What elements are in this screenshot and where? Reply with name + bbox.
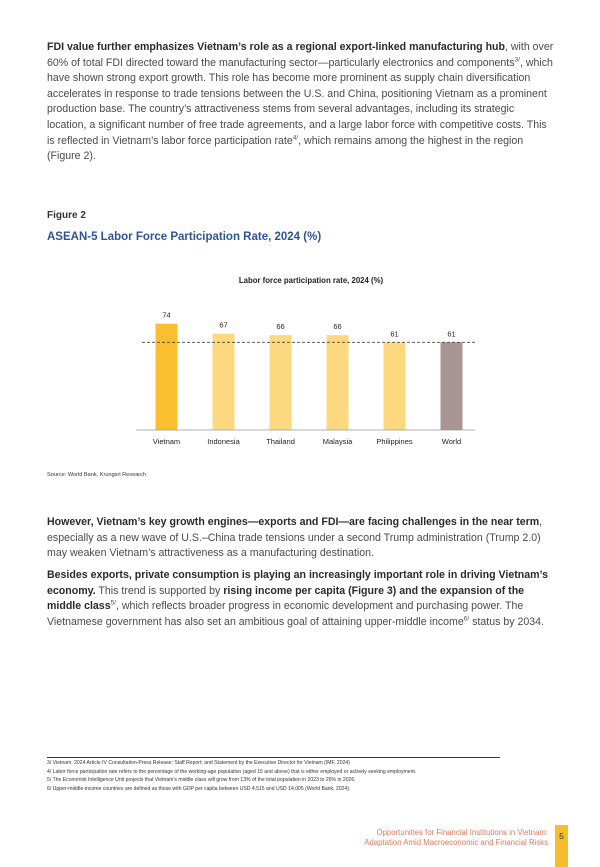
value-label-thailand: 66: [276, 322, 285, 332]
footnote-ref-3[interactable]: 3/: [514, 56, 520, 64]
footnotes: [47, 759, 547, 793]
value-label-vietnam: 74: [162, 310, 171, 320]
figure-title: ASEAN-5 Labor Force Participation Rate, 2024 (%): [47, 231, 322, 243]
paragraph-consumption-text-2: , which reflects broader progress in economic development and purchasing power. The Vietnamese government has also set an ambitious goal of attaining upper-middle income: [47, 600, 524, 628]
paragraph-fdi-text-1: , with over 60% of total FDI directed toward the manufacturing sector—particularly electronics and components: [47, 41, 554, 69]
footnote-6: 6/ Upper-middle-income countries are defined as those with GDP per capita between USD 4,515 and USD 14,005 (World Bank, 2024).: [47, 785, 351, 792]
footnote-3: 3/ Vietnam: 2024 Article IV Consultation-Press Release; Staff Report; and Statement by the Executive Director for Vietnam (IMF, 2024): [47, 760, 350, 766]
footnote-5: 5/ The Economist Intelligence Unit projects that Vietnam’s middle class will grow from 13% of the total population in 2023 to 26% in 2026.: [47, 777, 356, 783]
footnote-ref-4[interactable]: 4/: [292, 134, 299, 142]
chart-title: Labor force participation rate, 2024 (%): [238, 276, 384, 285]
footer-line-2: Adaptation Amid Macroeconomic and Financial Risks: [364, 838, 548, 847]
value-label-indonesia: 67: [219, 320, 228, 330]
page-number: 5: [559, 831, 564, 841]
paragraph-fdi-lead: FDI value further emphasizes Vietnam’s role as a regional export-linked manufacturing hub: [47, 41, 505, 53]
bar-philippines: [384, 342, 406, 430]
category-label-world: World: [441, 437, 462, 446]
paragraph-fdi-text-2: , which have shown strong export growth. This role has become more prominent as supply chain diversification accelerates in response to trade tensions between the U.S. and China, positioning Vietnam as a prominent production base. The country’s attractiveness stems from several advantages, including its strategic location, a significant number of free trade agreements, and a large labor force with competitive costs. This is reflected in Vietnam’s labor force participation rate: [47, 56, 553, 147]
paragraph-challenges: [47, 515, 555, 562]
value-label-malaysia: 66: [333, 322, 342, 332]
value-label-world: 61: [447, 329, 456, 339]
paragraph-consumption-text-3: status by 2034.: [469, 615, 544, 628]
paragraph-consumption-text-1: This trend is supported by: [95, 584, 224, 597]
footer-line-1: Opportunities for Financial Institutions in Vietnam:: [376, 828, 548, 837]
paragraph-consumption: [47, 568, 555, 630]
paragraph-challenges-text: , especially as a new wave of U.S.–China trade tensions under a second Trump administration (Trump 2.0) may weaken Vietnam’s attractiveness as a manufacturing destination.: [47, 516, 543, 560]
category-label-thailand: Thailand: [266, 437, 295, 446]
paragraph-challenges-lead: However, Vietnam’s key growth engines—exports and FDI—are facing challenges in the near term: [47, 516, 540, 528]
footer-report-title: [364, 828, 548, 848]
category-label-philippines: Philippines: [376, 437, 413, 446]
labor-force-bar-chart: [130, 270, 475, 455]
paragraph-fdi-text-3: , which remains among the highest in the region (Figure 2).: [47, 134, 524, 163]
page-number-tab: [555, 825, 568, 867]
footnote-ref-5[interactable]: 5/: [110, 599, 117, 607]
bar-vietnam: [156, 324, 178, 430]
bar-indonesia: [213, 334, 235, 430]
category-label-vietnam: Vietnam: [152, 437, 181, 446]
bar-thailand: [270, 335, 292, 430]
paragraph-fdi: [47, 40, 555, 165]
bar-world: [441, 342, 463, 430]
footnote-divider: [47, 757, 500, 758]
footnote-ref-6[interactable]: 6/: [463, 615, 470, 623]
category-label-malaysia: Malaysia: [322, 437, 353, 446]
figure-label: Figure 2: [47, 210, 86, 221]
bar-malaysia: [327, 335, 349, 430]
paragraph-consumption-emphasis: rising income per capita (Figure 3) and the expansion of the middle class: [47, 584, 525, 613]
category-label-indonesia: Indonesia: [207, 437, 240, 446]
footnote-4: 4/ Labor force participation rate refers to the percentage of the working-age population (aged 15 and above) that is either employed or actively seeking employment.: [47, 768, 417, 775]
figure-source: Source: World Bank, Krungsri Research: [47, 472, 147, 478]
value-label-philippines: 61: [390, 329, 399, 339]
paragraph-consumption-lead: Besides exports, private consumption is playing an increasingly important role in driving Vietnam’s economy.: [47, 569, 548, 597]
